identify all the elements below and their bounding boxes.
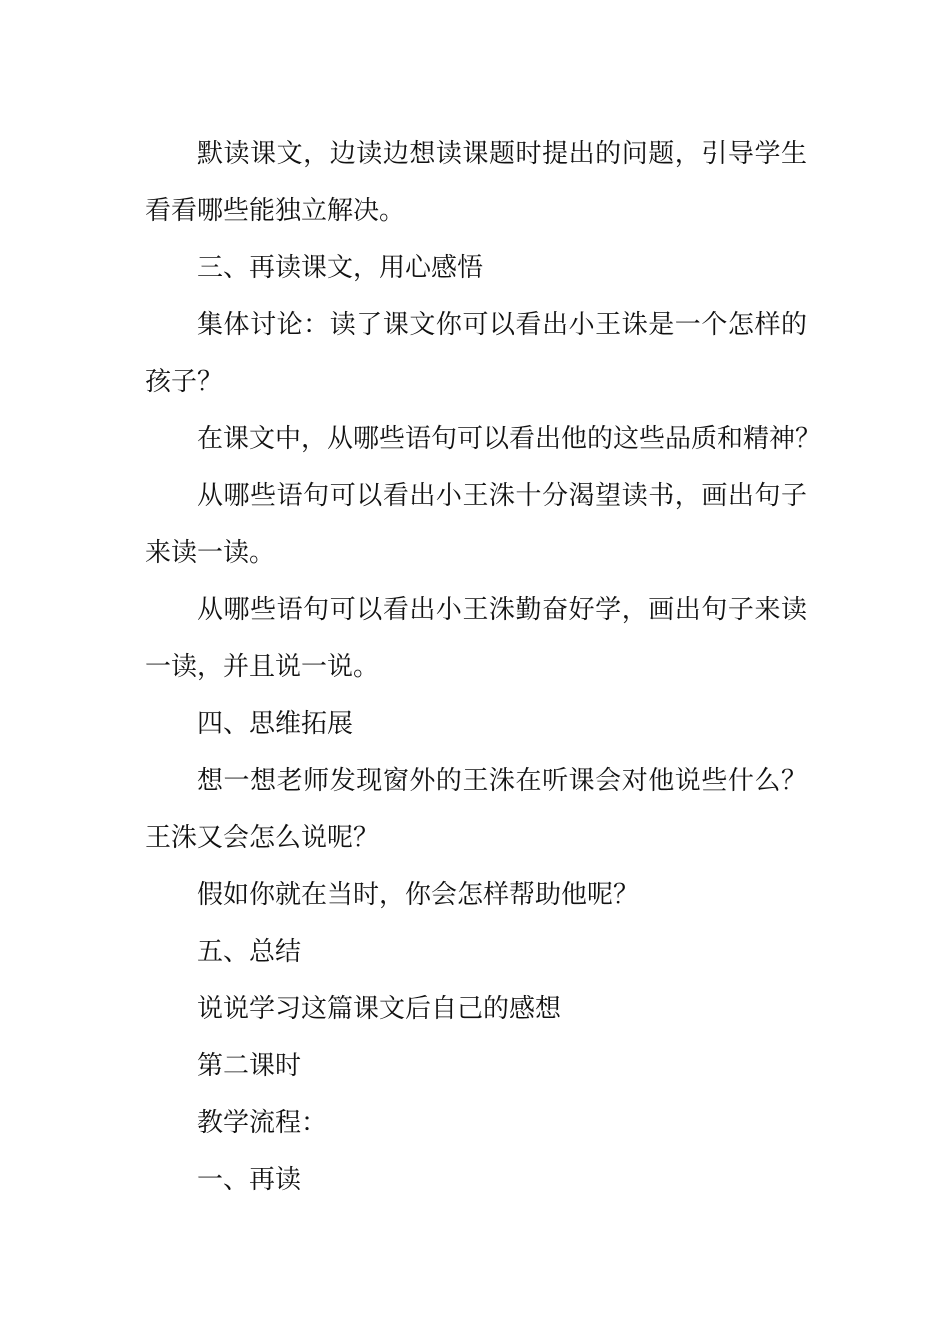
paragraph-line: 教学流程： [197, 1108, 328, 1138]
section-heading: 一、再读 [197, 1165, 302, 1195]
section-heading: 三、再读课文，用心感悟 [197, 253, 484, 283]
section-heading: 五、总结 [197, 937, 302, 967]
paragraph-line: 一读，并且说一说。 [145, 652, 380, 682]
paragraph-line: 来读一读。 [145, 538, 276, 568]
paragraph-line: 在课文中，从哪些语句可以看出他的这些品质和精神？ [197, 424, 822, 454]
paragraph-line: 集体讨论：读了课文你可以看出小王诛是一个怎样的 [197, 310, 807, 340]
paragraph-line: 从哪些语句可以看出小王洙十分渴望读书，画出句子 [197, 481, 807, 511]
section-heading: 四、思维拓展 [197, 709, 354, 739]
paragraph-line: 默读课文，边读边想读课题时提出的问题，引导学生 [197, 139, 807, 169]
paragraph-line: 从哪些语句可以看出小王洙勤奋好学，画出句子来读 [197, 595, 807, 625]
paragraph-line: 王洙又会怎么说呢？ [145, 823, 380, 853]
paragraph-line: 想一想老师发现窗外的王洙在听课会对他说些什么？ [197, 766, 807, 796]
paragraph-line: 说说学习这篇课文后自己的感想 [197, 994, 562, 1024]
paragraph-line: 假如你就在当时，你会怎样帮助他呢？ [197, 880, 640, 910]
paragraph-line: 孩子？ [145, 367, 224, 397]
paragraph-line: 看看哪些能独立解决。 [145, 196, 406, 226]
section-heading: 第二课时 [197, 1051, 302, 1081]
